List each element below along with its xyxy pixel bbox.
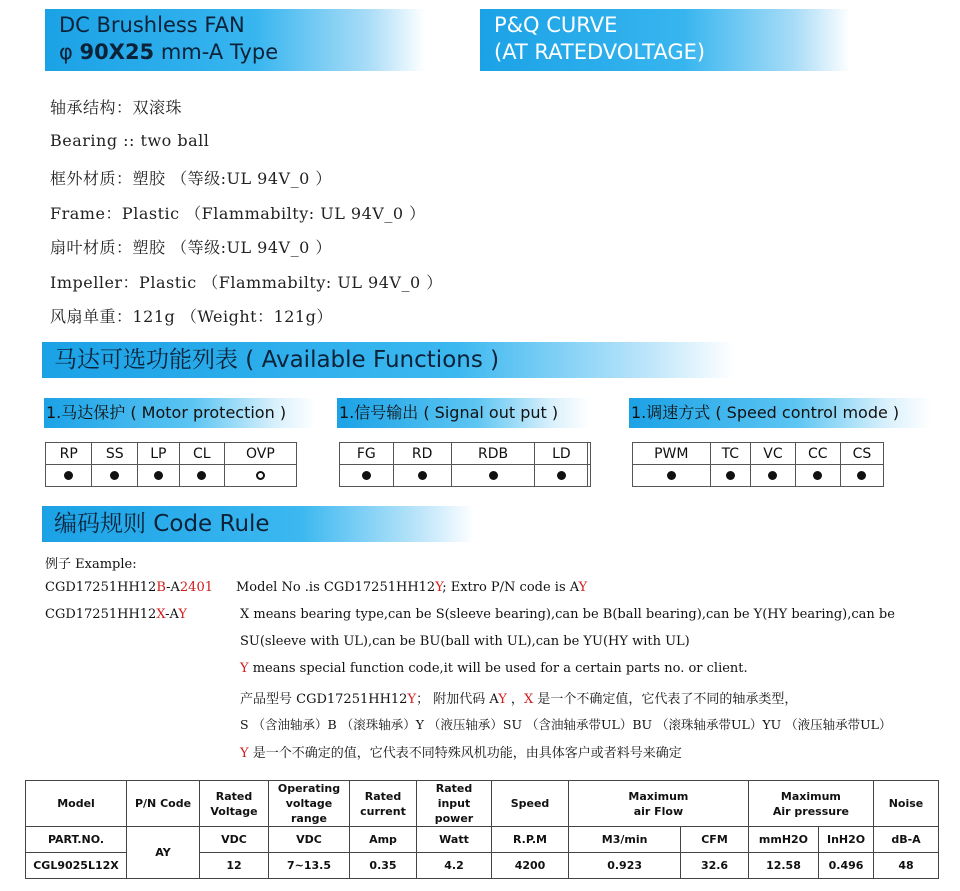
mark-cell xyxy=(795,465,840,487)
mark-cell xyxy=(633,465,711,487)
fn-ss: SS xyxy=(92,443,138,465)
functions-title: 马达可选功能列表 ( Available Functions ) xyxy=(42,342,734,378)
mark-cell xyxy=(840,465,883,487)
fn-ovp: OVP xyxy=(224,443,296,465)
th-air-pressure: Maximum Air pressure xyxy=(748,781,873,827)
pressure-mmh2o-value: 12.58 xyxy=(748,853,818,879)
speed-value: 4200 xyxy=(492,853,569,879)
unit-inh2o: InH2O xyxy=(819,827,874,853)
available-dot xyxy=(857,471,866,480)
th-pn-code: P/N Code xyxy=(127,781,200,827)
mark-cell xyxy=(588,465,591,487)
available-dot xyxy=(557,471,566,480)
pq-curve-header xyxy=(480,9,850,71)
unit-dba: dB-A xyxy=(874,827,939,853)
available-dot xyxy=(768,471,777,480)
mark-cell xyxy=(340,465,394,487)
pq-header-subtitle: (AT RATEDVOLTAGE) xyxy=(494,40,706,64)
mark-cell xyxy=(137,465,179,487)
available-dot xyxy=(110,471,119,480)
speed-control-table xyxy=(632,442,884,487)
signal-output-table xyxy=(339,442,591,487)
fn-cs: CS xyxy=(840,443,883,465)
fan-header xyxy=(45,9,425,71)
mark-cell xyxy=(92,465,138,487)
th-rated-voltage: Rated Voltage xyxy=(200,781,269,827)
fn-tc: TC xyxy=(710,443,751,465)
unit-part-no: PART.NO. xyxy=(26,827,127,853)
spec-frame-cn: 框外材质：塑胶 （等级:UL 94V_0 ） xyxy=(50,169,332,188)
pressure-inh2o-value: 0.496 xyxy=(819,853,874,879)
optional-ring xyxy=(256,471,265,480)
motor-protection-title: 1.马达保护 ( Motor protection ) xyxy=(44,398,316,428)
power-value: 4.2 xyxy=(417,853,492,879)
th-model: Model xyxy=(26,781,127,827)
spec-bearing-en: Bearing :: two ball xyxy=(50,131,210,150)
available-dot xyxy=(667,471,676,480)
cn-bearing-types: S （含油轴承）B （滚珠轴承）Y （液压轴承）SU （含油轴承带UL）BU （滚珠轴承带UL）YU （液压轴承带UL） xyxy=(240,717,892,732)
pn-code-value: AY xyxy=(127,827,200,879)
spec-frame-en: Frame：Plastic （Flammabilty: UL 94V_0 ） xyxy=(50,204,426,223)
fn-cl: CL xyxy=(179,443,224,465)
fn-rdb: RDB xyxy=(451,443,535,465)
th-rated-power: Rated input power xyxy=(417,781,492,827)
mark-cell xyxy=(179,465,224,487)
fn-lp: LP xyxy=(137,443,179,465)
speed-control-title: 1.调速方式 ( Speed control mode ) xyxy=(629,398,931,428)
available-dot xyxy=(64,471,73,480)
th-operating-range: Operating voltage range xyxy=(269,781,350,827)
fn-vc: VC xyxy=(751,443,796,465)
signal-output-title: 1.信号输出 ( Signal out put ) xyxy=(337,398,589,428)
current-value: 0.35 xyxy=(350,853,417,879)
fn-ld: LD xyxy=(535,443,588,465)
unit-rpm: R.P.M xyxy=(492,827,569,853)
mark-cell xyxy=(751,465,796,487)
specification-table xyxy=(25,780,939,879)
mark-cell xyxy=(46,465,92,487)
range-value: 7~13.5 xyxy=(269,853,350,879)
unit-m3-min: M3/min xyxy=(569,827,681,853)
x-meaning-line-1: X means bearing type,can be S(sleeve bearing),can be B(ball bearing),can be Y(HY bearing),can be xyxy=(240,607,895,622)
cn-model-line: 产品型号 CGD17251HH12Y； 附加代码 AY ，X 是一个不确定值，它代表了不同的轴承类型， xyxy=(240,692,798,707)
example-desc-1: Model No .is CGD17251HH12Y; Extro P/N code is AY xyxy=(236,580,588,595)
unit-amp: Amp xyxy=(350,827,417,853)
mark-cell xyxy=(710,465,751,487)
th-speed: Speed xyxy=(492,781,569,827)
mark-cell xyxy=(535,465,588,487)
noise-value: 48 xyxy=(874,853,939,879)
th-rated-current: Rated current xyxy=(350,781,417,827)
model-value: CGL9025L12X xyxy=(26,853,127,879)
spec-impeller-en: Impeller：Plastic （Flammabilty: UL 94V_0 ） xyxy=(50,273,443,292)
voltage-value: 12 xyxy=(200,853,269,879)
fan-header-size: φ 90X25 mm-A Type xyxy=(59,40,279,64)
available-dot xyxy=(813,471,822,480)
motor-protection-table xyxy=(45,442,297,487)
available-dot xyxy=(726,471,735,480)
spec-impeller-cn: 扇叶材质：塑胶 （等级:UL 94V_0 ） xyxy=(50,238,332,257)
fn-rp: RP xyxy=(46,443,92,465)
available-dot xyxy=(418,471,427,480)
available-dot xyxy=(197,471,206,480)
example-code-2: CGD17251HH12X-AY xyxy=(45,607,187,622)
mark-cell xyxy=(393,465,451,487)
airflow-m3-value: 0.923 xyxy=(569,853,681,879)
available-dot xyxy=(362,471,371,480)
unit-mmh2o: mmH2O xyxy=(748,827,818,853)
example-label: 例子 Example: xyxy=(45,557,137,572)
th-noise: Noise xyxy=(874,781,939,827)
unit-vdc: VDC xyxy=(200,827,269,853)
fn-empty xyxy=(588,443,591,465)
fn-rd: RD xyxy=(393,443,451,465)
available-dot xyxy=(154,471,163,480)
unit-vdc-range: VDC xyxy=(269,827,350,853)
fn-fg: FG xyxy=(340,443,394,465)
mark-cell xyxy=(451,465,535,487)
fn-cc: CC xyxy=(795,443,840,465)
fn-pwm: PWM xyxy=(633,443,711,465)
mark-cell xyxy=(224,465,296,487)
example-code-1: CGD17251HH12B-A2401 xyxy=(45,580,213,595)
fan-header-title: DC Brushless FAN xyxy=(59,13,245,37)
unit-cfm: CFM xyxy=(681,827,749,853)
airflow-cfm-value: 32.6 xyxy=(681,853,749,879)
th-airflow: Maximum air Flow xyxy=(569,781,749,827)
unit-watt: Watt xyxy=(417,827,492,853)
pq-header-title: P&Q CURVE xyxy=(494,13,618,37)
available-dot xyxy=(489,471,498,480)
x-meaning-line-2: SU(sleeve with UL),can be BU(ball with UL),can be YU(HY with UL) xyxy=(240,634,690,649)
spec-weight: 风扇单重：121g （Weight：121g） xyxy=(50,307,333,326)
code-rule-title: 编码规则 Code Rule xyxy=(42,506,474,542)
cn-y-meaning: Y 是一个不确定的值，它代表不同特殊风机功能，由具体客户或者料号来确定 xyxy=(240,746,682,761)
spec-bearing-cn: 轴承结构：双滚珠 xyxy=(50,98,183,117)
y-meaning-line: Y means special function code,it will be used for a certain parts no. or client. xyxy=(240,661,748,676)
